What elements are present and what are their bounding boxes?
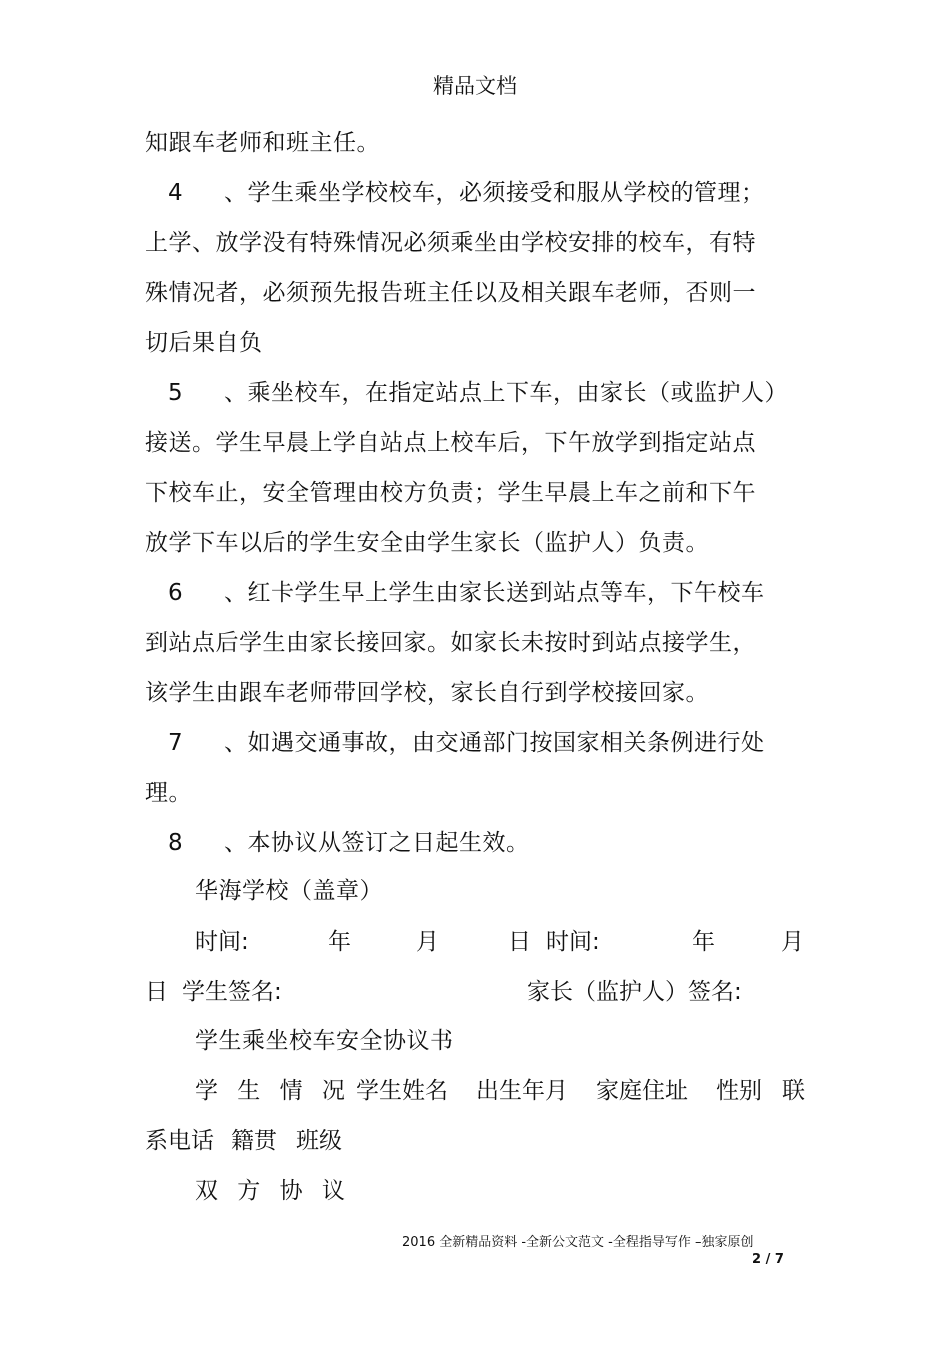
item-text: 、乘坐校车，在指定站点上下车，由家长（或监护人） — [224, 380, 788, 406]
both-parties-label: 双 方 协 议 — [195, 1178, 351, 1204]
item-number: 7 — [168, 730, 184, 756]
item-text: 、本协议从签订之日起生效。 — [224, 830, 530, 856]
list-item-5 — [168, 378, 788, 408]
item-text: 、学生乘坐学校校车，必须接受和服从学校的管理； — [224, 180, 765, 206]
footer-note: 2016 全新精品资料 -全新公文范文 -全程指导写作 –独家原创 — [402, 1235, 754, 1250]
col-birth-date: 出生年月 — [476, 1078, 568, 1104]
list-item-8 — [168, 828, 530, 858]
item-number: 8 — [168, 830, 184, 856]
student-signature-label: 学生签名: — [182, 979, 282, 1005]
month-label: 月 — [416, 929, 439, 955]
paragraph-line: 切后果自负 — [145, 330, 263, 356]
paragraph-line: 上学、放学没有特殊情况必须乘坐由学校安排的校车，有特 — [145, 230, 756, 256]
page-number: 2 / 7 — [752, 1252, 784, 1267]
paragraph-line: 下校车止，安全管理由校方负责；学生早晨上车之前和下午 — [145, 480, 756, 506]
list-item-4 — [168, 178, 765, 208]
paragraph-line: 知跟车老师和班主任。 — [145, 130, 380, 156]
item-text: 、如遇交通事故，由交通部门按国家相关条例进行处 — [224, 730, 765, 756]
paragraph-line: 放学下车以后的学生安全由学生家长（监护人）负责。 — [145, 530, 709, 556]
parent-signature-label: 家长（监护人）签名: — [527, 979, 742, 1005]
col-student-name: 学生姓名 — [356, 1078, 448, 1104]
col-native-place: 籍贯 — [231, 1128, 277, 1154]
paragraph-line: 接送。学生早晨上学自站点上校车后，下午放学到指定站点 — [145, 430, 756, 456]
year-label: 年 — [328, 929, 351, 955]
student-info-label: 学 生 情 况 — [195, 1078, 351, 1104]
day-label: 日 — [145, 979, 168, 1005]
paragraph-line: 到站点后学生由家长接回家。如家长未按时到站点接学生， — [145, 630, 756, 656]
paragraph-line: 该学生由跟车老师带回学校，家长自行到学校接回家。 — [145, 680, 709, 706]
agreement-title: 学生乘坐校车安全协议书 — [195, 1028, 454, 1054]
time-label-parent: 时间: — [546, 929, 600, 955]
paragraph-line: 理。 — [145, 780, 192, 806]
paragraph-line: 殊情况者，必须预先报告班主任以及相关跟车老师，否则一 — [145, 280, 756, 306]
item-text: 、红卡学生早上学生由家长送到站点等车，下午校车 — [224, 580, 765, 606]
time-label-school: 时间: — [195, 929, 249, 955]
item-number: 4 — [168, 180, 184, 206]
col-class: 班级 — [296, 1128, 342, 1154]
page-header-title: 精品文档 — [433, 74, 517, 98]
col-home-address: 家庭住址 — [596, 1078, 688, 1104]
col-gender: 性别 — [716, 1078, 762, 1104]
list-item-7 — [168, 728, 765, 758]
day-label: 日 — [508, 929, 531, 955]
item-number: 5 — [168, 380, 184, 406]
school-seal-label: 华海学校（盖章） — [195, 878, 383, 904]
item-number: 6 — [168, 580, 184, 606]
list-item-6 — [168, 578, 765, 608]
month-label: 月 — [781, 929, 804, 955]
col-contact-part2: 系电话 — [145, 1128, 214, 1154]
col-contact-part1: 联 — [782, 1078, 805, 1104]
year-label: 年 — [692, 929, 715, 955]
